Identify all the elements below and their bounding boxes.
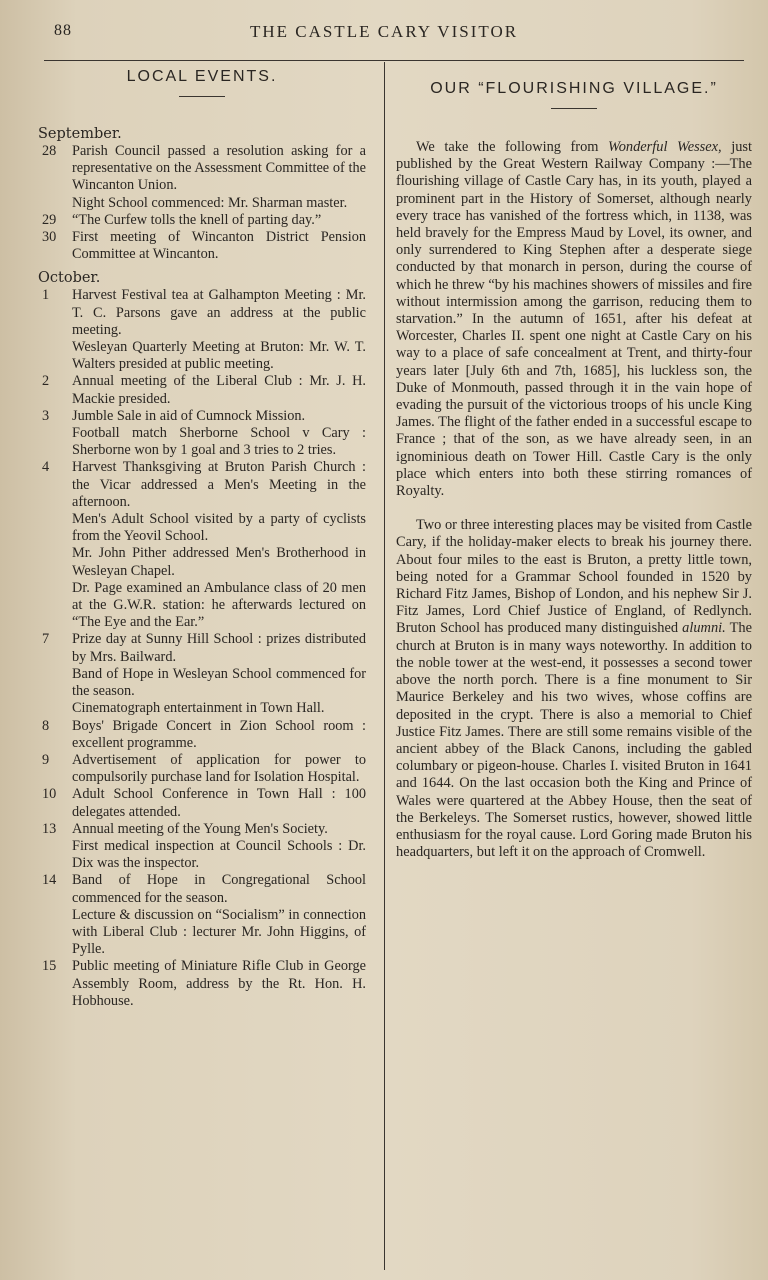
event-entry: [38, 229, 366, 263]
paragraph-text: Two or three interesting places may be visited from Castle Cary, if the holiday-maker elects to break his journey there. About four miles to the east is Bruton, a pretty little town, being noted for a Grammar School founded in 1520 by Richard Fitz James, Bishop of London, and his nephew Sir J. Fitz James, Lord Chief Justice of England, of Redlynch. Bruton School has produced many distinguished: [396, 517, 752, 637]
event-text: Wesleyan Quarterly Meeting at Bruton: Mr. W. T. Walters presided at public meeting.: [72, 339, 366, 373]
event-text: Band of Hope in Congregational School commenced for the season.: [72, 872, 366, 906]
event-day: 7: [42, 631, 50, 648]
event-text: Football match Sherborne School v Cary : Sherborne won by 1 goal and 3 tries to 2 tries.: [72, 425, 366, 459]
event-day: 14: [42, 872, 57, 889]
event-text: Parish Council passed a resolution asking for a representative on the Assessment Committee of the Wincanton Union.: [72, 143, 366, 194]
paragraph-text: just published by the Great Western Railway Company :—The flourishing village of Castle Cary has, in its youth, played a prominent part in the History of Somerset, although nearly every trace has vanished of the fortress which, in 1138, was held bravely for the Empress Maud by Lovel, its owner, and only surrendered to King Stephen after a desperate siege conducted by that monarch in person, during the course of which he threw “by his machines showers of missiles and fire without intermission among the garrison, reducing them to starvation.” In the autumn of 1651, after his defeat at Worcester, Charles II. spent one night at Castle Cary on his way to a place of safe concealment at Trent, and thirty-four years later [July 6th and 7th, 1685], his luckless son, the Duke of Monmouth, passed through it in the vain hope of evading the pursuit of the victorious troops of his uncle King James. The flight of the father ended in a successful escape to France ; that of the son, as we have already seen, in an ignominious death on Tower Hill. Castle Cary is the only place which enters into both these stirring romances of Royalty.: [396, 139, 752, 500]
event-text: First medical inspection at Council Schools : Dr. Dix was the inspector.: [72, 837, 366, 872]
event-text: Prize day at Sunny Hill School : prizes distributed by Mrs. Bailward.: [72, 631, 366, 665]
event-text: “The Curfew tolls the knell of parting day.”: [72, 211, 322, 228]
event-entry: [38, 287, 366, 373]
event-day: 10: [42, 786, 57, 803]
event-day: 30: [42, 229, 57, 246]
flourishing-village-heading: OUR “FLOURISHING VILLAGE.”: [430, 80, 718, 97]
local-events-column: [38, 62, 366, 1010]
event-entry: [38, 459, 366, 631]
event-entry: [38, 373, 366, 407]
event-text: Advertisement of application for power to compulsorily purchase land for Isolation Hospital.: [72, 751, 366, 786]
article-paragraph: [396, 517, 752, 861]
paragraph-text: The church at Bruton is in many ways noteworthy. In addition to the noble tower at the west-end, it possesses a second tower above the north porch. There is a fine monument to Sir Maurice Berkeley and his two wives, whose coffins are deposited in the crypt. There is also a memorial to Chief Justice Fitz James. There are still some remains visible of the ancient abbey of the Black Canons, including the gabled columbary or pigeon-house. Charles I. visited Bruton in 1641 and 1644. On the last occasion both the King and Prince of Wales were quartered at the Abbey House, then the seat of the Berkeleys. The Somerset rustics, however, showed little enthusiasm for the royal cause. Lord Goring made Bruton his headquarters, but left it on the approach of Cromwell.: [396, 620, 752, 861]
event-text: Harvest Thanksgiving at Bruton Parish Church : the Vicar addressed a Men's Meeting in the afternoon.: [72, 459, 366, 510]
book-title: Wonderful Wessex,: [608, 139, 722, 155]
header-rule: [44, 60, 744, 61]
article-paragraph: [396, 139, 752, 500]
event-text: Lecture & discussion on “Socialism” in connection with Liberal Club : lecturer Mr. John Higgins, of Pylle.: [72, 906, 366, 958]
local-events-heading: LOCAL EVENTS.: [126, 68, 278, 85]
italic-word: alumni.: [682, 620, 726, 637]
month-label: October.: [38, 270, 101, 287]
event-text: Adult School Conference in Town Hall : 100 delegates attended.: [72, 786, 366, 820]
event-text: Men's Adult School visited by a party of cyclists from the Yeovil School.: [72, 511, 366, 545]
event-day: 2: [42, 373, 50, 390]
event-entry: [38, 752, 366, 786]
month-label: September.: [38, 126, 122, 142]
event-day: 3: [42, 407, 50, 424]
event-entry: [38, 786, 366, 820]
event-day: 28: [42, 143, 57, 159]
event-text: Annual meeting of the Liberal Club : Mr. J. H. Mackie presided.: [72, 373, 366, 407]
running-title: THE CASTLE CARY VISITOR: [249, 22, 519, 41]
event-entry: [38, 872, 366, 958]
event-entry: [38, 143, 366, 212]
event-text: Cinematograph entertainment in Town Hall.: [72, 700, 325, 717]
event-entry: [38, 821, 366, 873]
event-day: 29: [42, 211, 57, 228]
event-text: Mr. John Pither addressed Men's Brotherhood in Wesleyan Chapel.: [72, 545, 366, 579]
heading-rule: [551, 108, 597, 109]
event-text: Night School commenced: Mr. Sharman master.: [72, 194, 348, 211]
event-day: 8: [42, 717, 50, 734]
paragraph-text: We take the following from: [416, 139, 609, 155]
event-entry: [38, 718, 366, 752]
heading-rule: [179, 96, 225, 97]
event-text: Dr. Page examined an Ambulance class of 20 men at the G.W.R. station: he afterwards lectured on “The Eye and the Ear.”: [72, 579, 366, 631]
event-day: 15: [42, 958, 57, 975]
page-number: 88: [54, 22, 72, 39]
event-text: First meeting of Wincanton District Pension Committee at Wincanton.: [72, 229, 366, 263]
event-text: Harvest Festival tea at Galhampton Meeting : Mr. T. C. Parsons gave an address at the public meeting.: [72, 287, 366, 338]
column-divider: [384, 62, 385, 1270]
event-day: 4: [42, 459, 50, 476]
event-day: 1: [42, 287, 50, 304]
event-entry: [38, 408, 366, 460]
event-entry: [38, 958, 366, 1010]
event-text: Annual meeting of the Young Men's Society.: [72, 820, 328, 837]
event-text: Public meeting of Miniature Rifle Club in George Assembly Room, address by the Rt. Hon. H. Hobhouse.: [72, 958, 366, 1009]
article-body: [396, 139, 752, 861]
event-text: Boys' Brigade Concert in Zion School room : excellent programme.: [72, 717, 366, 751]
event-entry: [38, 631, 366, 717]
event-text: Jumble Sale in aid of Cumnock Mission.: [72, 407, 306, 424]
flourishing-village-column: [396, 62, 752, 861]
event-text: Band of Hope in Wesleyan School commenced for the season.: [72, 665, 366, 700]
event-entry: [38, 212, 366, 229]
event-day: 9: [42, 751, 50, 768]
event-day: 13: [42, 820, 57, 837]
